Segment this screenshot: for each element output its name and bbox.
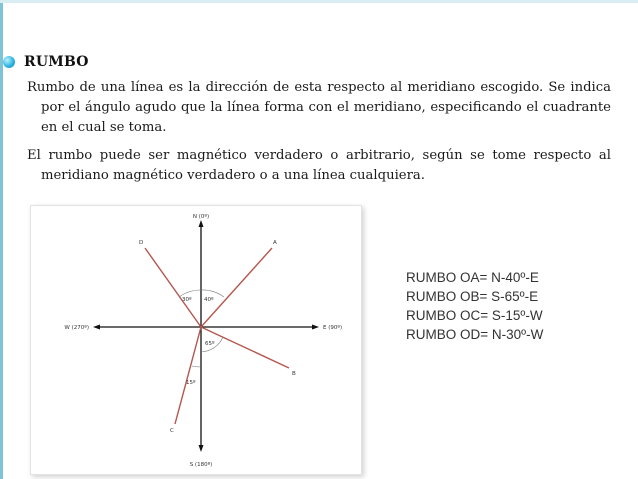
label-point-c: C (170, 428, 174, 434)
label-point-b: B (292, 371, 296, 377)
rumbo-oc: RUMBO OC= S-15º-W (406, 308, 543, 323)
north-arrow-icon (199, 220, 204, 227)
rumbo-od: RUMBO OD= N-30º-W (406, 327, 544, 342)
angle-arc-c (192, 366, 201, 367)
bearing-diagram (30, 205, 362, 475)
rumbo-results-box (400, 268, 556, 356)
angle-arc-a (201, 290, 224, 297)
label-angle-d: 30º (182, 297, 192, 303)
bullet-icon (3, 56, 15, 68)
bearing-diagram-svg (31, 206, 361, 474)
label-east: E (90º) (323, 325, 343, 331)
south-arrow-icon (199, 445, 204, 452)
label-angle-c: 15º (186, 380, 196, 386)
line-oa (201, 248, 272, 327)
east-arrow-icon (312, 325, 319, 330)
paragraph-definition: Rumbo de una línea es la dirección de esta respecto al meridiano escogido. Se indica por el ángulo agudo que la línea forma con el meridiano, especificando el cuadrante en el cual se toma. (27, 80, 611, 135)
label-angle-b: 65º (205, 341, 215, 347)
label-west: W (270º) (64, 325, 89, 331)
label-point-a: A (273, 240, 277, 246)
top-accent-bar (0, 0, 638, 3)
line-oc (175, 327, 201, 424)
rumbo-oa: RUMBO OA= N-40º-E (406, 270, 539, 285)
label-south: S (180º) (189, 462, 213, 468)
label-angle-a: 40º (204, 297, 214, 303)
slide-heading: RUMBO (24, 54, 89, 70)
paragraph-types: El rumbo puede ser magnético verdadero o arbitrario, según se tome respecto al meridiano magnético verdadero o a una línea cualquiera. (27, 148, 611, 183)
west-arrow-icon (93, 325, 100, 330)
line-od (145, 248, 201, 327)
angle-arc-d (179, 290, 201, 297)
label-north: N (0º) (192, 214, 210, 220)
rumbo-ob: RUMBO OB= S-65º-E (406, 289, 539, 304)
label-point-d: D (139, 240, 144, 246)
heading-row (3, 51, 89, 73)
